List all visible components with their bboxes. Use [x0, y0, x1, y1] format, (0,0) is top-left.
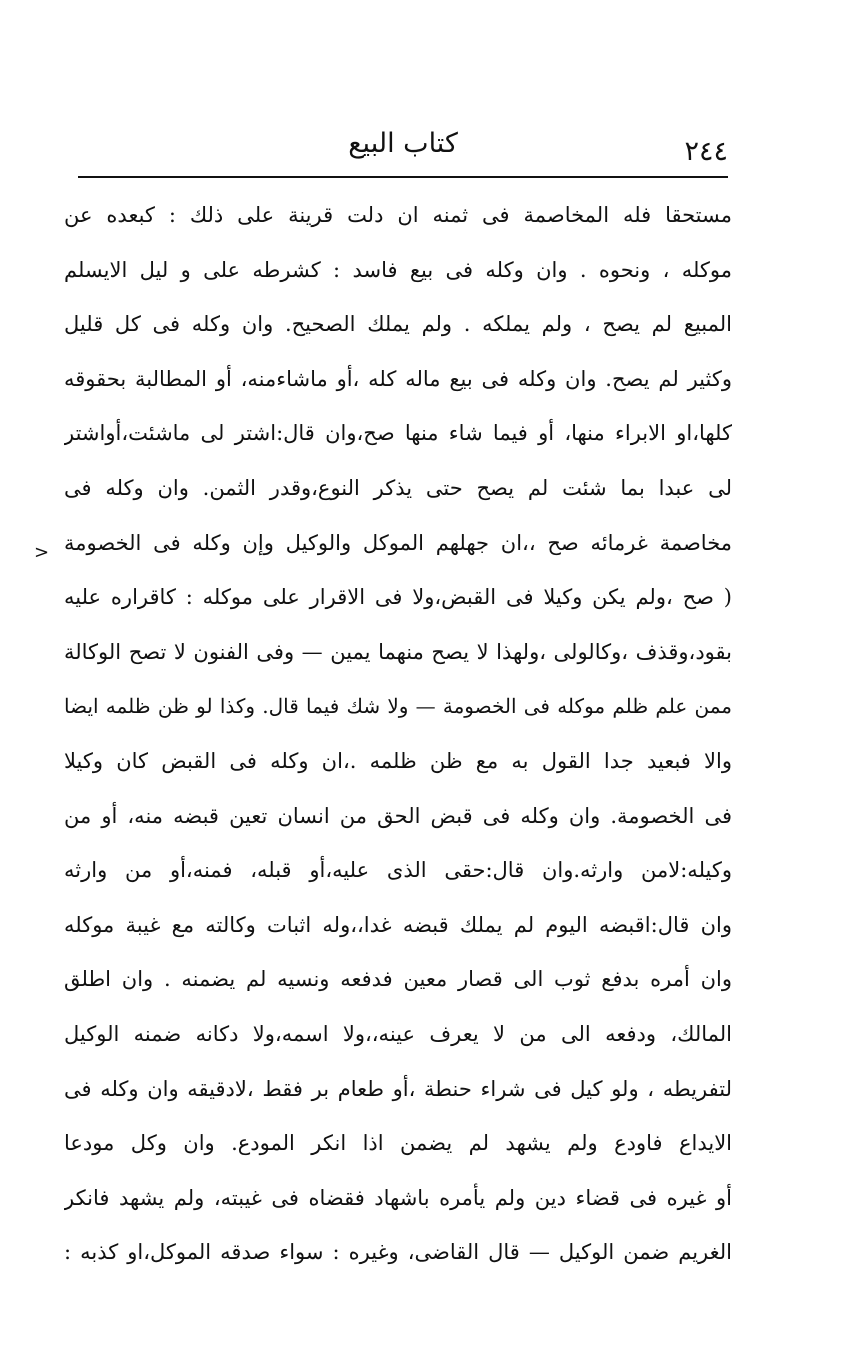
- text-line: لى عبدا بما شئت لم يصح حتى يذكر النوع،وقدر الثمن. وان وكله فى: [64, 475, 732, 500]
- text-line: المالك، ودفعه الى من لا يعرف عينه،،ولا اسمه،ولا دكانه ضمنه الوكيل: [64, 1021, 732, 1046]
- body-text: [64, 188, 732, 1280]
- text-line: وكيله:لامن وارثه.وان قال:حقى الذى عليه،أو قبله، فمنه،أو من وارثه: [64, 858, 732, 883]
- page-number: ٢٤٤: [684, 136, 728, 167]
- header-rule: [78, 176, 728, 178]
- text-line: والا فبعيد جدا القول به مع ظن ظلمه .،ان وكله فى القبض كان وكيلا: [64, 748, 732, 773]
- running-title: كتاب البيع: [348, 128, 458, 159]
- text-line: مستحقا فله المخاصمة فى ثمنه ان دلت قرينة على ذلك : كبعده عن: [64, 203, 732, 227]
- text-line: بقود،وقذف ،وكالولى ،ولهذا لا يصح منهما يمين — وفى الفنون لا تصح الوكالة: [64, 639, 732, 664]
- text-line: المبيع لم يصح ، ولم يملكه . ولم يملك الصحيح. وان وكله فى كل قليل: [64, 312, 732, 337]
- text-line: الايداع فاودع ولم يشهد لم يضمن اذا انكر المودع. وان وكل مودعا: [64, 1131, 732, 1156]
- text-line: ( صح ،ولم يكن وكيلا فى القبض،ولا فى الاقرار على موكله : كاقراره عليه: [64, 585, 732, 610]
- text-line: الغريم ضمن الوكيل — قال القاضى، وغيره : سواء صدقه الموكل،او كذبه :: [64, 1240, 732, 1265]
- text-line: ممن علم ظلم موكله فى الخصومة — ولا شك فيما قال. وكذا لو ظن ظلمه ايضا: [64, 694, 732, 719]
- text-line: موكله ، ونحوه . وان وكله فى بيع فاسد : كشرطه على و ليل الايسلم: [64, 257, 732, 282]
- text-line: كلها،او الابراء منها، أو فيما شاء منها صح،وان قال:اشتر لى ماشئت،أواشتر: [64, 421, 732, 446]
- text-line: لتفريطه ، ولو كيل فى شراء حنطة ،أو طعام بر فقط ،لادقيقه وان وكله فى: [64, 1076, 732, 1101]
- text-line: فى الخصومة. وان وكله فى قبض الحق من انسان تعين قبضه منه، أو من: [64, 803, 732, 828]
- margin-arrow-icon: >: [34, 542, 50, 563]
- text-line: وان أمره بدفع ثوب الى قصار معين فدفعه ونسيه لم يضمنه . وان اطلق: [64, 967, 732, 992]
- text-line: أو غيره فى قضاء دين ولم يأمره باشهاد فقضاه فى غيبته، ولم يشهد فانكر: [64, 1185, 732, 1210]
- page-header: [78, 128, 728, 176]
- text-line: وكثير لم يصح. وان وكله فى بيع ماله كله ،أو ماشاءمنه، أو المطالبة بحقوقه: [64, 366, 732, 391]
- text-line: وان قال:اقبضه اليوم لم يملك قبضه غدا،،وله اثبات وكالته مع غيبة موكله: [64, 912, 732, 937]
- text-line: مخاصمة غرمائه صح ،،ان جهلهم الموكل والوكيل وإن وكله فى الخصومة: [64, 530, 732, 555]
